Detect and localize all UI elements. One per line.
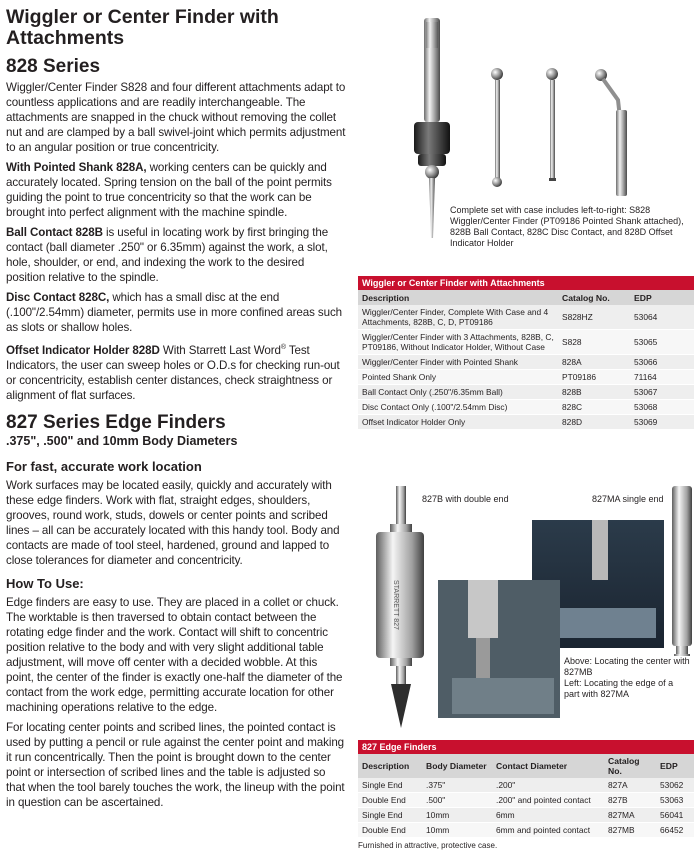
cell-contact-diameter: 6mm and pointed contact	[492, 823, 604, 838]
table-row	[358, 400, 694, 415]
cell-catalog: S828HZ	[558, 305, 630, 330]
how-to-use-heading: How To Use:	[6, 575, 84, 591]
registered-mark: ®	[280, 344, 286, 351]
cell-description: Single End	[358, 808, 422, 823]
paragraph-828a	[6, 160, 346, 220]
text-828a: working centers can be quickly and accurately located. Spring tension on the ball of the point permits guiding the point to true concentricity so that the work can be brought into perfect alignment with the machine spindle.	[6, 161, 332, 219]
col-catalog-no: Catalog No.	[558, 290, 630, 305]
fast-location-heading: For fast, accurate work location	[6, 458, 202, 474]
cell-description: Wiggler/Center Finder with 3 Attachments, 828B, C, PT09186, Without Indicator Holder, Without Case	[358, 330, 558, 355]
table-827-title: 827 Edge Finders	[358, 740, 694, 754]
text-828d-b: Test Indicators, the user can sweep holes or O.D.s for checking run-out or concentricity, establish center distances, check straightness or alignment of flat surfaces.	[6, 343, 340, 402]
cell-edp: 53062	[656, 778, 694, 793]
paragraph-828d	[6, 340, 346, 403]
text-828b: is useful in locating work by first bringing the contact (ball diameter .250" or 6.35mm) against the work, a slot, hole, shoulder, or end, and indexing the work to the desired position relative to the spindle.	[6, 226, 329, 284]
table-828	[358, 276, 694, 430]
table-row	[358, 778, 694, 793]
set-caption: Complete set with case includes left-to-right: S828 Wiggler/Center Finder (PT09186 Pointed Shank attached), 828B Ball Contact, 828C Disc Contact, and 828D Offset Indicator Holder	[450, 205, 684, 248]
table-row	[358, 370, 694, 385]
cell-catalog: S828	[558, 330, 630, 355]
cell-body-diameter: 10mm	[422, 808, 492, 823]
col-catalog-no: Catalog No.	[604, 754, 656, 778]
cell-catalog: 828C	[558, 400, 630, 415]
cell-description: Ball Contact Only (.250"/6.35mm Ball)	[358, 385, 558, 400]
caption-above: Above: Locating the center with 827MB	[564, 656, 690, 677]
label-828a: With Pointed Shank 828A,	[6, 161, 147, 174]
label-828b: Ball Contact 828B	[6, 226, 103, 239]
cell-contact-diameter: .200" and pointed contact	[492, 793, 604, 808]
table-row	[358, 793, 694, 808]
section-828-heading: 828 Series	[6, 56, 101, 77]
col-description: Description	[358, 290, 558, 305]
cell-body-diameter: .500"	[422, 793, 492, 808]
cell-body-diameter: 10mm	[422, 823, 492, 838]
cell-description: Wiggler/Center Finder, Complete With Case and 4 Attachments, 828B, C, D, PT09186	[358, 305, 558, 330]
cell-edp: 53064	[630, 305, 694, 330]
cell-description: Disc Contact Only (.100"/2.54mm Disc)	[358, 400, 558, 415]
paragraph-828b	[6, 225, 346, 285]
cell-body-diameter: .375"	[422, 778, 492, 793]
cell-description: Double End	[358, 793, 422, 808]
fast-location-paragraph: Work surfaces may be located easily, quickly and accurately with these edge finders. Work with flat, straight edges, shoulders, grooves, round work, studs, dowels or center points and scribed lines – all can be accurately located with this handy tool. Body and contacts are made of tool steel, hardened, ground and lapped to close tolerances for diameter and concentricity.	[6, 478, 340, 567]
body-engraving: STARRETT 827	[392, 580, 399, 630]
cell-contact-diameter: 6mm	[492, 808, 604, 823]
table-827-header-row	[358, 754, 694, 778]
table-row	[358, 823, 694, 838]
cell-contact-diameter: .200"	[492, 778, 604, 793]
cell-edp: 53067	[630, 385, 694, 400]
col-edp: EDP	[656, 754, 694, 778]
cell-description: Wiggler/Center Finder with Pointed Shank	[358, 355, 558, 370]
table-row	[358, 355, 694, 370]
cell-edp: 53068	[630, 400, 694, 415]
wiggler-set-photo	[356, 0, 696, 256]
section-827-heading: 827 Series Edge Finders	[6, 411, 226, 433]
cell-edp: 66452	[656, 823, 694, 838]
diameter-subheading: .375", .500" and 10mm Body Diameters	[6, 433, 238, 448]
col-edp: EDP	[630, 290, 694, 305]
cell-catalog: 827A	[604, 778, 656, 793]
photo-caption	[564, 656, 690, 700]
cell-catalog: PT09186	[558, 370, 630, 385]
cell-catalog: 828D	[558, 415, 630, 430]
cell-catalog: 827MA	[604, 808, 656, 823]
how-to-paragraph-2: For locating center points and scribed lines, the pointed contact is used by putting a pencil or rule against the center point and making it run concentrically. Then the point is brought down to the center point or intersection of scribed lines and the table is adjusted so that when the tool barely touches the work, the lineup with the point in question can be ascertained.	[6, 720, 345, 809]
paragraph-828c	[6, 290, 346, 335]
table-828-title: Wiggler or Center Finder with Attachments	[358, 276, 694, 290]
table-row	[358, 305, 694, 330]
cell-edp: 53069	[630, 415, 694, 430]
text-828d-a: With Starrett Last Word	[159, 343, 281, 357]
intro-paragraph: Wiggler/Center Finder S828 and four different attachments adapt to countless applications and are readily interchangeable. The attachments are snapped in the chuck without removing the collet nut and are clamped by a ball swivel-joint which permits adjustment to an angular position or true concentricity.	[6, 81, 346, 154]
col-body-diameter: Body Diameter	[422, 754, 492, 778]
cell-edp: 53066	[630, 355, 694, 370]
furnished-note: Furnished in attractive, protective case.	[358, 841, 498, 850]
table-row	[358, 415, 694, 430]
table-828-header-row	[358, 290, 694, 305]
label-827ma: 827MA single end	[592, 494, 664, 504]
table-row	[358, 385, 694, 400]
cell-edp: 53063	[656, 793, 694, 808]
label-828c: Disc Contact 828C,	[6, 291, 110, 304]
cell-edp: 53065	[630, 330, 694, 355]
cell-edp: 71164	[630, 370, 694, 385]
table-828-grid	[358, 290, 694, 430]
cell-description: Offset Indicator Holder Only	[358, 415, 558, 430]
text-828c: which has a small disc at the end (.100"/2.54mm) diameter, permits use in more confined areas such as slots or shallow holes.	[6, 291, 343, 334]
table-row	[358, 330, 694, 355]
how-to-paragraph-1: Edge finders are easy to use. They are placed in a collet or chuck. The worktable is then traversed to obtain contact between the rotating edge finder and the work. Contact will shift to concentric position relative to the body and with very slight additional table adjustment, will move off center with a decided wobble. At this point, the center of the finder is exactly one-half the diameter of the contact from the work edge, permitting accurate location for other machining operations relative to the edge.	[6, 595, 343, 714]
col-description: Description	[358, 754, 422, 778]
cell-catalog: 828A	[558, 355, 630, 370]
caption-left: Left: Locating the edge of a part with 827MA	[564, 678, 674, 699]
cell-edp: 56041	[656, 808, 694, 823]
cell-catalog: 827B	[604, 793, 656, 808]
page-title: Wiggler or Center Finder with Attachments	[6, 6, 279, 49]
cell-description: Double End	[358, 823, 422, 838]
label-827b: 827B with double end	[422, 494, 509, 504]
left-column	[6, 0, 346, 810]
edge-finder-photo	[356, 480, 696, 730]
col-contact-diameter: Contact Diameter	[492, 754, 604, 778]
table-row	[358, 808, 694, 823]
cell-catalog: 827MB	[604, 823, 656, 838]
label-828d: Offset Indicator Holder 828D	[6, 343, 160, 357]
table-827-grid	[358, 754, 694, 838]
table-827	[358, 740, 694, 850]
cell-catalog: 828B	[558, 385, 630, 400]
cell-description: Single End	[358, 778, 422, 793]
cell-description: Pointed Shank Only	[358, 370, 558, 385]
